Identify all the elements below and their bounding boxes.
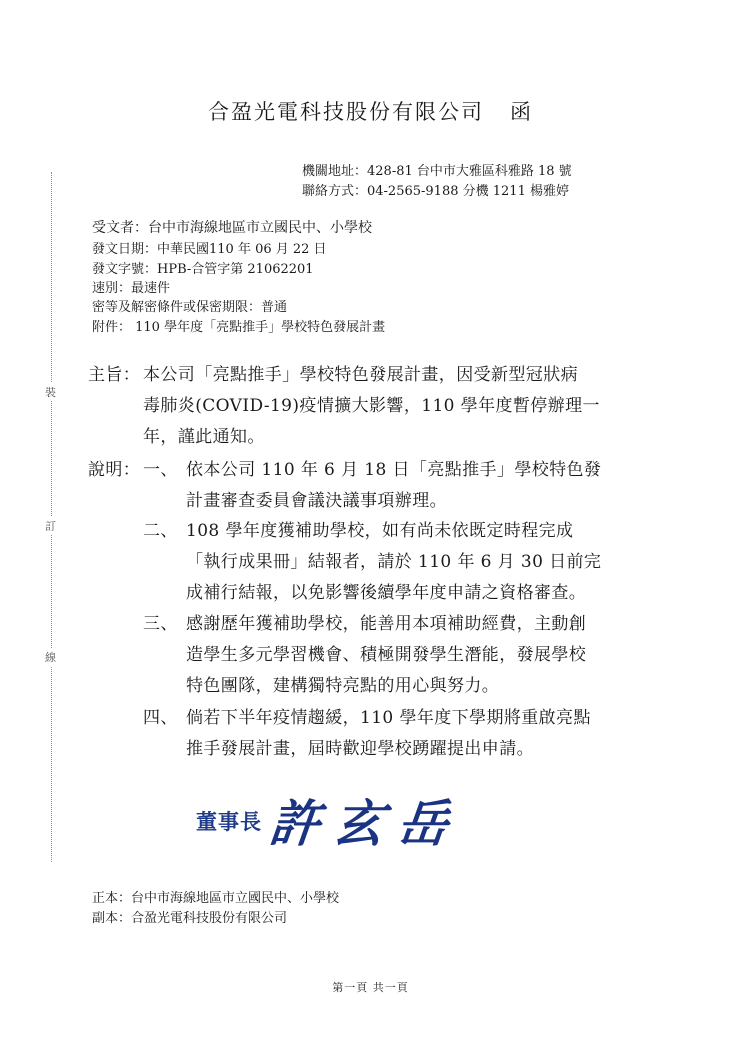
letter-title bbox=[0, 96, 741, 126]
item-number: 一、 bbox=[143, 460, 178, 480]
item-line: 108 學年度獲補助學校，如有尚未依既定時程完成 bbox=[186, 521, 574, 541]
item-line: 造學生多元學習機會、積極開發學生潛能，發展學校 bbox=[186, 645, 587, 665]
item-number: 二、 bbox=[143, 521, 178, 541]
item-number: 四、 bbox=[143, 708, 178, 728]
meta-date: 發文日期：中華民國110 年 06 月 22 日 bbox=[92, 242, 327, 257]
binding-mark-zhuang: 裝 bbox=[45, 383, 56, 401]
subject-label: 主旨： bbox=[88, 365, 141, 385]
binding-mark-ding: 訂 bbox=[45, 517, 56, 535]
meta-speed: 速別：最速件 bbox=[92, 281, 171, 296]
contact-phone: 聯絡方式：04-2565-9188 分機 1211 楊雅婷 bbox=[302, 184, 569, 199]
doc-type: 函 bbox=[510, 100, 533, 124]
signature-name: 許玄岳 bbox=[266, 794, 465, 853]
signature-title: 董事長 bbox=[196, 809, 262, 834]
item-line: 依本公司 110 年 6 月 18 日「亮點推手」學校特色發 bbox=[186, 460, 602, 480]
subject-line: 本公司「亮點推手」學校特色發展計畫，因受新型冠狀病 bbox=[143, 365, 578, 385]
subject-line: 年，謹此通知。 bbox=[143, 427, 265, 447]
item-line: 成補行結報，以免影響後續學年度申請之資格審查。 bbox=[186, 583, 587, 603]
item-line: 感謝歷年獲補助學校，能善用本項補助經費，主動創 bbox=[186, 614, 587, 634]
item-line: 計畫審查委員會議決議事項辦理。 bbox=[186, 491, 447, 511]
meta-attachment: 附件： 110 學年度「亮點推手」學校特色發展計畫 bbox=[92, 320, 386, 335]
meta-security: 密等及解密條件或保密期限：普通 bbox=[92, 300, 288, 315]
explanation-label: 說明： bbox=[88, 460, 141, 480]
distribution-copy: 副本：合盈光電科技股份有限公司 bbox=[92, 911, 288, 926]
company-name: 合盈光電科技股份有限公司 bbox=[208, 100, 484, 124]
distribution-original: 正本：台中市海線地區市立國民中、小學校 bbox=[92, 891, 340, 906]
contact-address: 機關地址：428-81 台中市大雅區科雅路 18 號 bbox=[302, 164, 572, 179]
page-number: 第一頁 共一頁 bbox=[332, 981, 409, 994]
item-line: 特色團隊，建構獨特亮點的用心與努力。 bbox=[186, 676, 500, 696]
item-number: 三、 bbox=[143, 614, 178, 634]
item-line: 推手發展計畫，屆時歡迎學校踴躍提出申請。 bbox=[186, 739, 534, 759]
meta-ref-no: 發文字號：HPB-合管字第 21062201 bbox=[92, 262, 314, 277]
meta-recipient: 受文者：台中市海線地區市立國民中、小學校 bbox=[92, 220, 372, 236]
item-line: 「執行成果冊」結報者，請於 110 年 6 月 30 日前完 bbox=[186, 552, 602, 572]
subject-line: 毒肺炎(COVID-19)疫情擴大影響，110 學年度暫停辦理一 bbox=[143, 396, 600, 416]
item-line: 倘若下半年疫情趨緩，110 學年度下學期將重啟亮點 bbox=[186, 708, 591, 728]
binding-mark-xian: 線 bbox=[45, 648, 56, 666]
